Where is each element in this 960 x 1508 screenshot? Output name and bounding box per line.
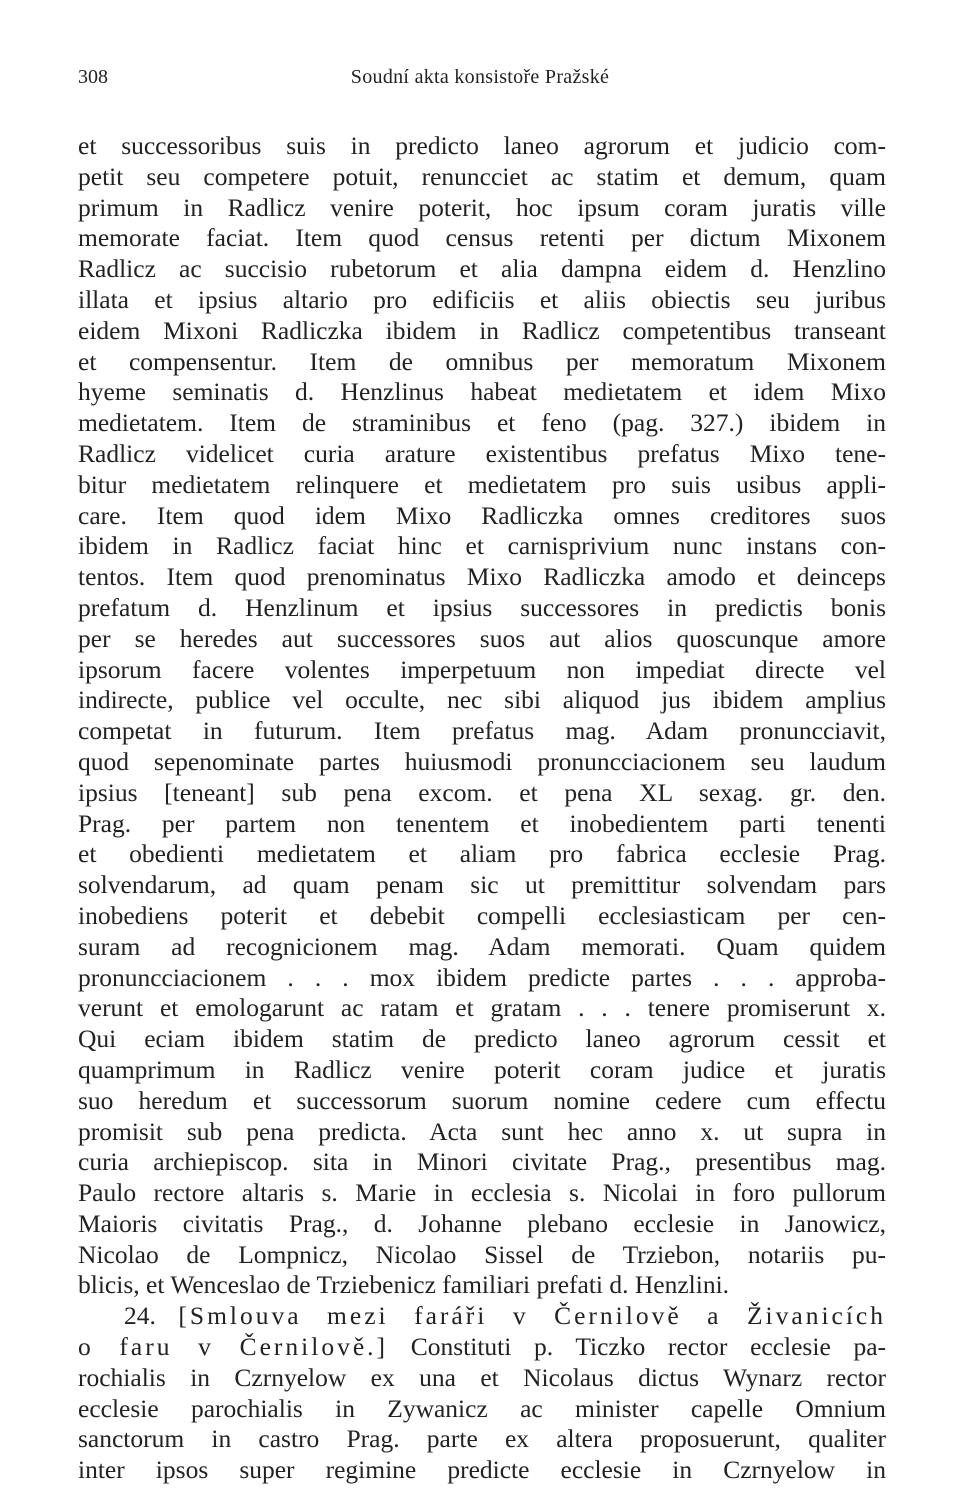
text-line: hyeme seminatis d. Henzlinus habeat medietatem et idem Mixo — [78, 377, 886, 407]
text-line: quod sepenominate partes huiusmodi pronuncciacionem seu laudum — [78, 746, 886, 776]
text-line: Paulo rectore altaris s. Marie in ecclesia s. Nicolai in foro pullorum — [78, 1178, 886, 1208]
text-line: Radlicz videlicet curia arature existentibus prefatus Mixo tene- — [78, 438, 886, 468]
text-line: suo heredum et successorum suorum nomine cedere cum effectu — [78, 1085, 886, 1115]
text-line: prefatum d. Henzlinum et ipsius successores in predictis bonis — [78, 592, 886, 622]
text-line: Maioris civitatis Prag., d. Johanne plebano ecclesie in Janowicz, — [78, 1208, 886, 1238]
text-line: care. Item quod idem Mixo Radliczka omnes creditores suos — [78, 500, 886, 530]
text-line: ipsius [teneant] sub pena excom. et pena XL sexag. gr. den. — [78, 777, 886, 807]
text-line: Radlicz ac succisio rubetorum et alia dampna eidem d. Henzlino — [78, 254, 886, 284]
text-line: competat in futurum. Item prefatus mag. Adam pronuncciavit, — [78, 716, 886, 746]
text-line: per se heredes aut successores suos aut alios quoscunque amore — [78, 623, 886, 653]
text-line: ipsorum facere volentes imperpetuum non impediat directe vel — [78, 654, 886, 684]
text-line: suram ad recognicionem mag. Adam memorati. Quam quidem — [78, 931, 886, 961]
section-heading-continued: o faru v Černilově.] — [78, 1332, 389, 1362]
page-number: 308 — [78, 66, 108, 88]
text-line: et successoribus suis in predicto laneo agrorum et judicio com- — [78, 131, 886, 160]
text-line: Nicolao de Lompnicz, Nicolao Sissel de Trziebon, notariis pu- — [78, 1239, 886, 1269]
text-line: ecclesie parochialis in Zywanicz ac minister capelle Omnium — [78, 1393, 886, 1423]
section-text: Constituti p. Ticzko rector ecclesie pa- — [410, 1332, 886, 1362]
text-line: curia archiepiscop. sita in Minori civitate Prag., presentibus mag. — [78, 1147, 886, 1177]
text-line: ibidem in Radlicz faciat hinc et carnisprivium nunc instans con- — [78, 531, 886, 561]
text-line: memorate faciat. Item quod census retenti per dictum Mixonem — [78, 223, 886, 253]
text-line: et obedienti medietatem et aliam pro fabrica ecclesie Prag. — [78, 839, 886, 869]
text-line: pronuncciacionem . . . mox ibidem predicte partes . . . approba- — [78, 962, 886, 992]
text-line: rochialis in Czrnyelow ex una et Nicolaus dictus Wynarz rector — [78, 1362, 886, 1392]
text-line: inter ipsos super regimine predicte ecclesie in Czrnyelow in — [78, 1455, 886, 1485]
section-heading-line — [78, 1301, 886, 1332]
text-line: primum in Radlicz venire poterit, hoc ipsum coram juratis ville — [78, 192, 886, 222]
text-line: quamprimum in Radlicz venire poterit coram judice et juratis — [78, 1054, 886, 1084]
section-number: 24. — [124, 1301, 156, 1331]
text-line: illata et ipsius altario pro edificiis et aliis obiectis seu juribus — [78, 284, 886, 314]
text-line: medietatem. Item de straminibus et feno (pag. 327.) ibidem in — [78, 408, 886, 438]
text-line: bitur medietatem relinquere et medietatem pro suis usibus appli- — [78, 469, 886, 499]
text-line: indirecte, publice vel occulte, nec sibi aliquod jus ibidem amplius — [78, 685, 886, 715]
text-line: blicis, et Wenceslao de Trziebenicz familiari prefati d. Henzlini. — [78, 1270, 730, 1300]
text-line: sanctorum in castro Prag. parte ex altera proposuerunt, qualiter — [78, 1424, 886, 1454]
text-line: solvendarum, ad quam penam sic ut premittitur solvendam pars — [78, 870, 886, 900]
text-line: verunt et emologarunt ac ratam et gratam . . . tenere promiserunt x. — [78, 993, 886, 1023]
text-line: et compensentur. Item de omnibus per memoratum Mixonem — [78, 346, 886, 376]
text-line: Prag. per partem non tenentem et inobedientem parti tenenti — [78, 808, 886, 838]
text-line: Qui eciam ibidem statim de predicto laneo agrorum cessit et — [78, 1024, 886, 1054]
section-heading: [Smlouva mezi faráři v Černilově a Živanicích — [178, 1301, 887, 1331]
running-head — [78, 66, 882, 100]
text-line: petit seu competere potuit, renuncciet ac statim et demum, quam — [78, 161, 886, 191]
body-text — [78, 131, 886, 1486]
text-line: inobediens poterit et debebit compelli ecclesiasticam per cen- — [78, 900, 886, 930]
text-line: eidem Mixoni Radliczka ibidem in Radlicz competentibus transeant — [78, 315, 886, 345]
section-heading-line — [78, 1332, 886, 1363]
text-line: tentos. Item quod prenominatus Mixo Radliczka amodo et deinceps — [78, 562, 886, 592]
running-title: Soudní akta konsistoře Pražské — [350, 66, 610, 88]
text-line: promisit sub pena predicta. Acta sunt hec anno x. ut supra in — [78, 1116, 886, 1146]
